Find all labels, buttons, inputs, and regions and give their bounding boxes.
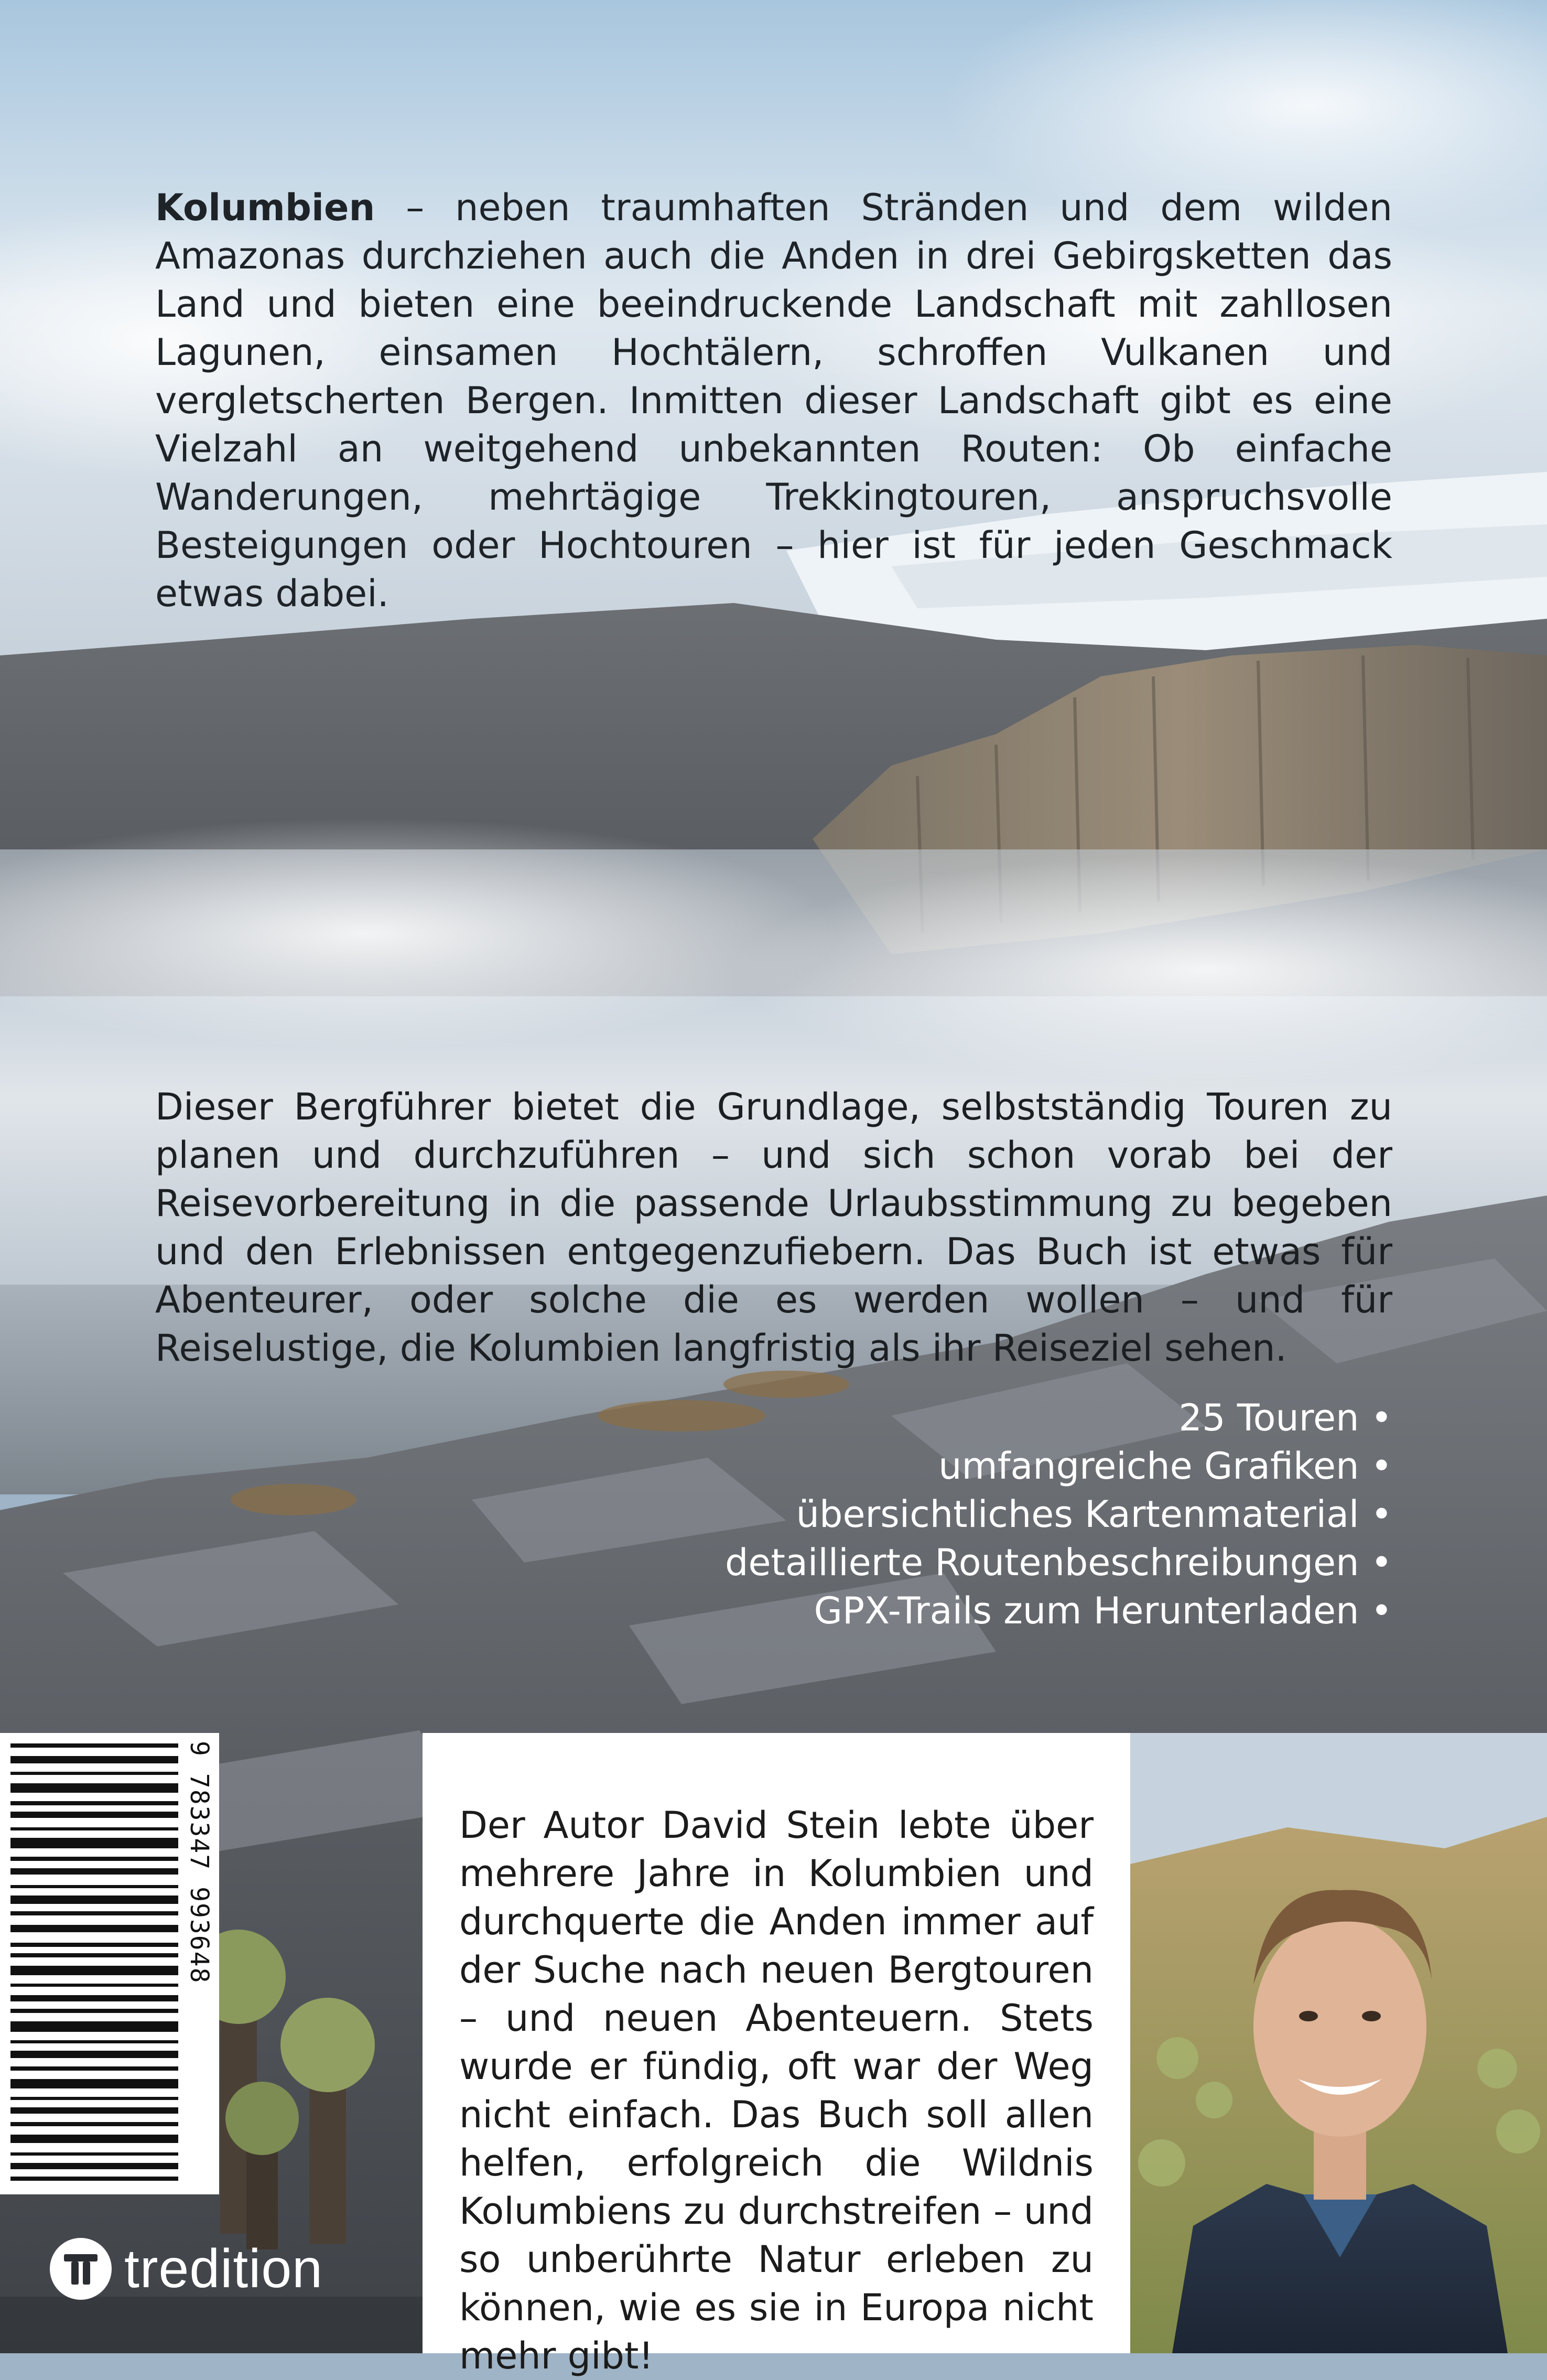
intro-text: – neben traumhaften Stränden und dem wilden Amazonas durchziehen auch die Anden in drei Gebirgsketten das Land und bieten eine beeindruckende Landschaft mit zahllosen Lagunen, einsamen Hochtälern, schroffen Vulkanen und vergletscherten Bergen. Inmitten dieser Landschaft gibt es eine Vielzahl an weitgehend unbekannten Routen: Ob einfache Wanderungen, mehrtägige Trekkingtouren, anspruchsvolle Besteigungen oder Hochtouren – hier ist für jeden Geschmack etwas dabei. [155, 186, 1392, 615]
feature-item: detaillierte Routenbeschreibungen • [725, 1541, 1392, 1584]
author-photo [1130, 1733, 1547, 2353]
feature-item: übersichtliches Kartenmaterial • [796, 1493, 1392, 1536]
intro-lead: Kolumbien [155, 186, 375, 229]
publisher-name: tredition [124, 2238, 323, 2299]
tredition-icon [50, 2238, 112, 2300]
publisher-logo [50, 2235, 323, 2303]
feature-item: GPX-Trails zum Herunterladen • [814, 1589, 1392, 1632]
isbn-digits: 9 783347 993648 [185, 1741, 214, 1984]
intro-paragraph [155, 184, 1392, 618]
feature-item: 25 Touren • [1178, 1396, 1392, 1439]
feature-item: umfangreiche Grafiken • [938, 1445, 1392, 1488]
feature-list [449, 1394, 1392, 1635]
isbn-number [182, 1741, 224, 2181]
description-paragraph: Dieser Bergführer bietet die Grundlage, selbstständig Touren zu planen und durchzuführen – und sich schon vorab bei der Reisevorbereitung in die passende Urlaubsstimmung zu begeben und den Erlebnissen entgegenzufiebern. Das Buch ist etwas für Abenteurer, oder solche die es werden wollen – und für Reiselustige, die Kolumbien langfristig als ihr Reiseziel sehen. [155, 1085, 1392, 1370]
author-bio: Der Autor David Stein lebte über mehrere Jahre in Kolumbien und durchquerte die Anden immer auf der Suche nach neuen Bergtouren – und neuen Abenteuern. Stets wurde er fündig, oft war der Weg nicht einfach. Das Buch soll allen helfen, erfolgreich die Wildnis Kolumbiens zu durchstreifen – und so unberührte Natur erleben zu können, wie es sie in Europa nicht mehr gibt! [459, 1804, 1094, 2377]
